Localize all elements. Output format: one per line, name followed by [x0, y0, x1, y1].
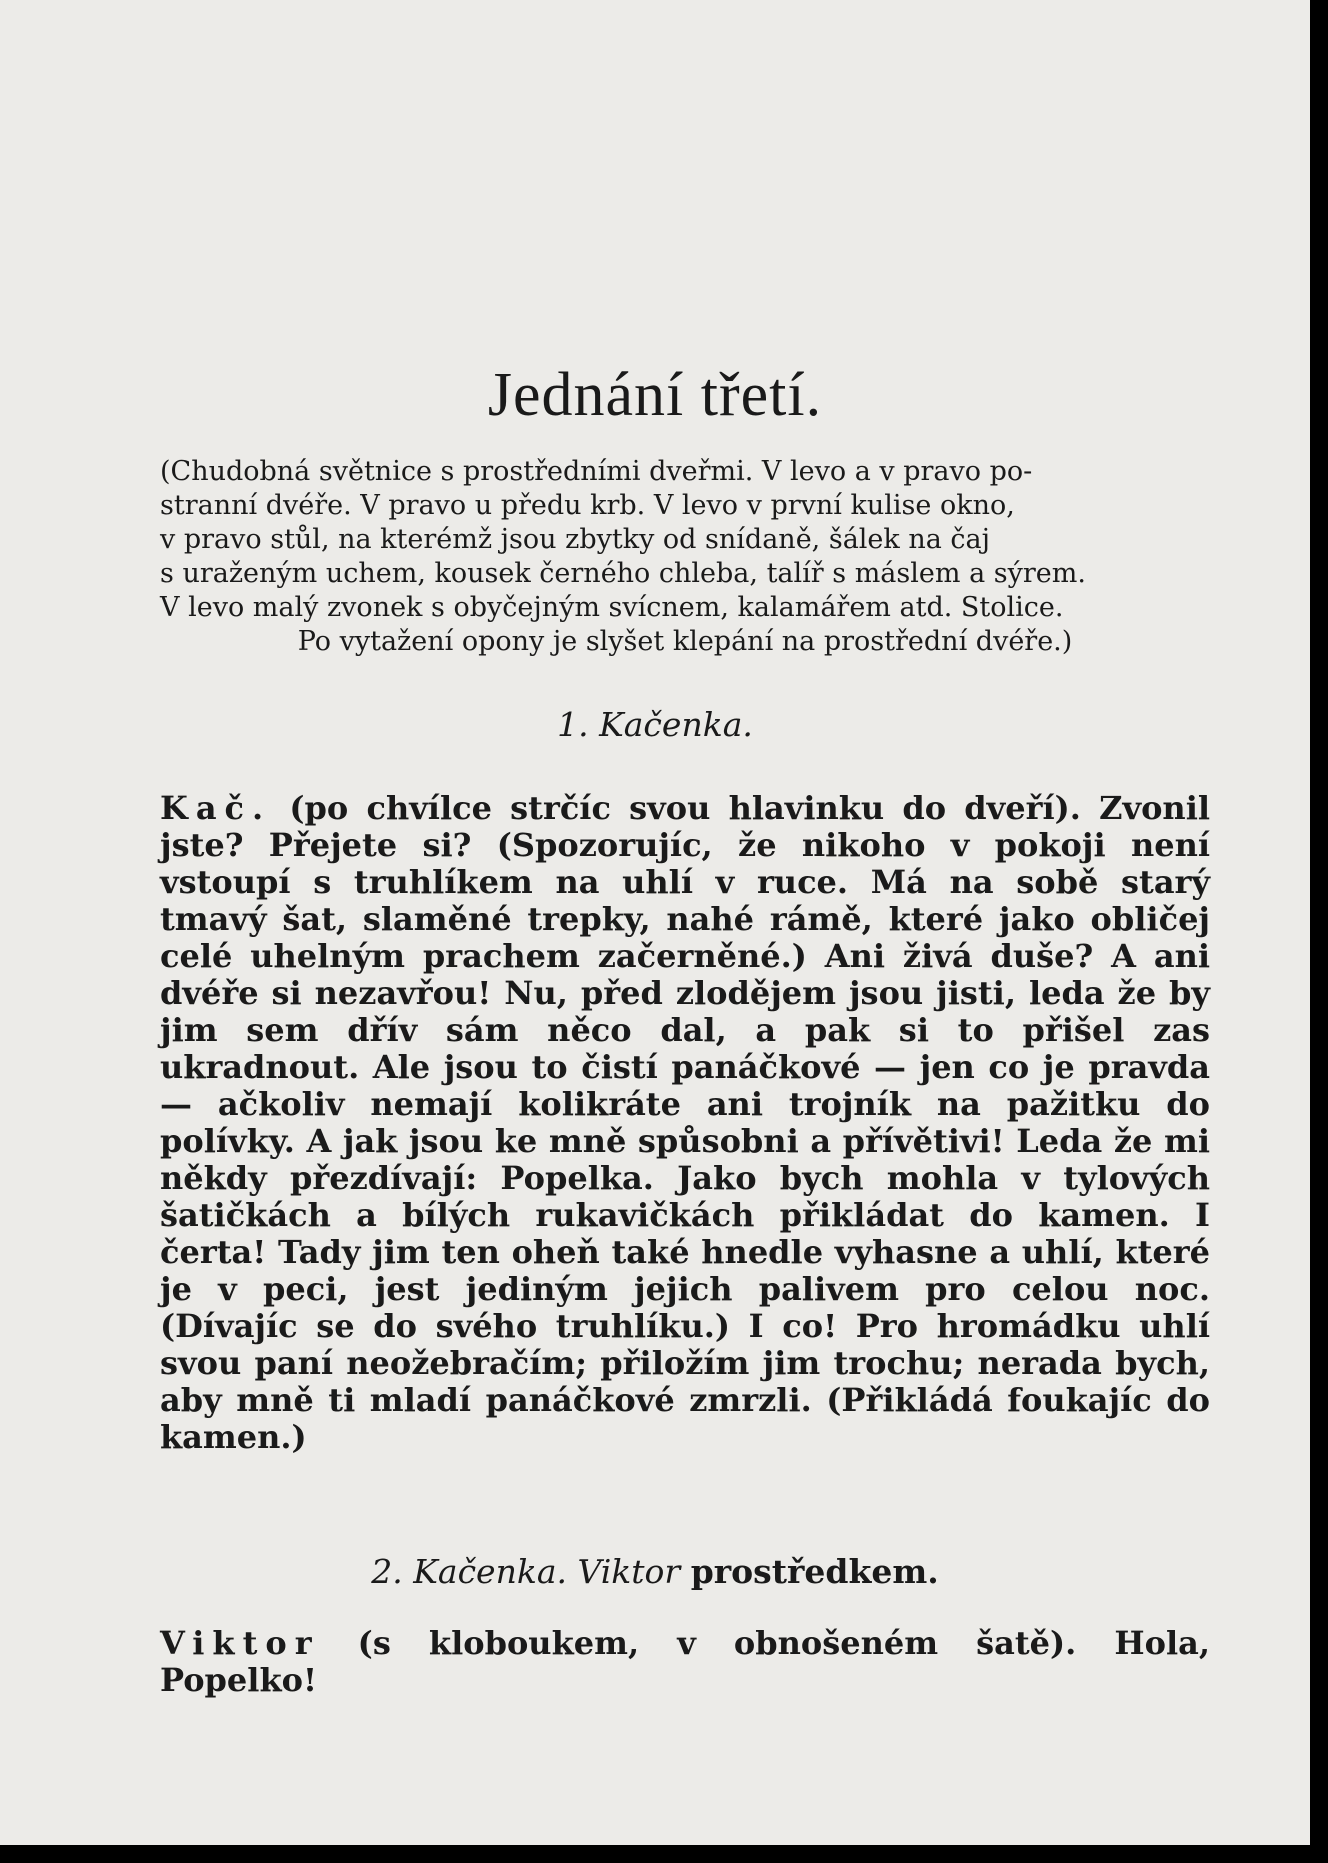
- speech-block: [160, 790, 1210, 1456]
- scene-title-entrance: prostředkem.: [690, 1552, 939, 1591]
- stage-direction: [160, 455, 1210, 659]
- stage-direction-line: Po vytažení opony je slyšet klepání na prostřední dvéře.): [297, 626, 1073, 657]
- stage-direction-line: s uraženým uchem, kousek černého chleba, talíř s máslem a sýrem.: [160, 558, 1086, 589]
- stage-direction-line: v pravo stůl, na kterémž jsou zbytky od snídaně, šálek na čaj: [160, 524, 991, 555]
- speech-text: (po chvílce strčíc svou hlavinku do dveří). Zvonil jste? Přejete si? (Spozorujíc, že nikoho v pokoji není vstoupí s truhlíkem na uhlí v ruce. Má na sobě starý tmavý šat, slaměné trepky, nahé rámě, které jako obličej celé uhelným prachem začerněné.) Ani živá duše? A ani dvéře si nezavřou! Nu, před zlodějem jsou jisti, leda že by jim sem dřív sám něco dal, a pak si to přišel zas ukradnout. Ale jsou to čistí panáčkové — jen co je pravda — ačkoliv nemají kolikráte ani trojník na pažitku do polívky. A jak jsou ke mně spůsobni a přívětivi! Leda že mi někdy přezdívají: Popelka. Jako bych mohla v tylových šatičkách a bílých rukavičkách přikládat do kamen. I čerta! Tady jim ten oheň také hnedle vyhasne a uhlí, které je v peci, jest jediným jejich palivem pro celou noc. (Dívajíc se do svého truhlíku.) I co! Pro hromádku uhlí svou paní neožebračím; přiložím jim trochu; nerada bych, aby mně ti mladí panáčkové zmrzli. (Přikládá foukajíc do kamen.): [160, 789, 1211, 1456]
- stage-direction-line: stranní dvéře. V pravo u předu krb. V levo v první kulise okno,: [160, 490, 1015, 521]
- speech-block: [160, 1625, 1210, 1699]
- act-heading: Jednání třetí.: [487, 361, 823, 429]
- scene-title: 1. Kačenka.: [557, 705, 753, 744]
- speaker-name: Viktor: [160, 1624, 320, 1662]
- stage-direction-line: V levo malý zvonek s obyčejným svícnem, kalamářem atd. Stolice.: [160, 592, 1064, 623]
- scene-title: [0, 1552, 1310, 1591]
- scene-title-characters: 2. Kačenka. Viktor: [371, 1552, 681, 1591]
- speech-text: (s kloboukem, v obnošeném šatě). Hola, Popelko!: [160, 1624, 1211, 1699]
- speaker-name: Kač.: [160, 789, 272, 827]
- stage-direction-line: (Chudobná světnice s prostředními dveřmi. V levo a v pravo po-: [160, 456, 1033, 487]
